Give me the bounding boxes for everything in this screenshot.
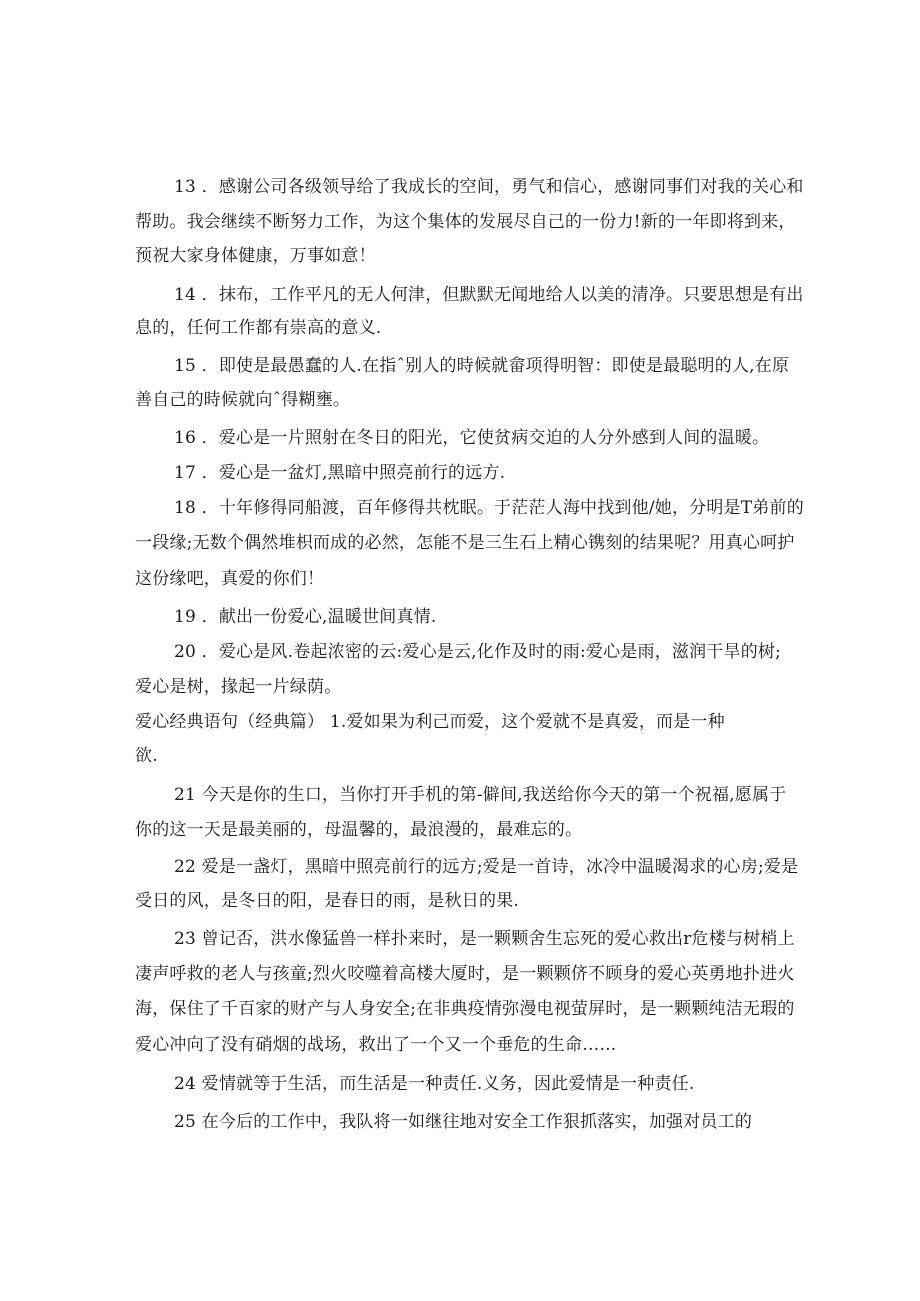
item-22-line-1: 22 爱是一盏灯，黑暗中照亮前行的远方;爱是一首诗，冰冷中温暖渴求的心房;爱是 <box>174 857 799 877</box>
item-15-line-2: 善自己的時候就向ˆ得糊壅。 <box>135 390 351 410</box>
item-18-line-2: 一段缘;无数个偶然堆枳而成的必然，怎能不是三生石上精心镌刻的结果呢？用真心呵护 <box>135 533 795 553</box>
item-21-line-1: 21 今天是你的生口，当你打开手机的第-僻间,我送给你今天的第一个祝福,愿属于 <box>174 785 787 805</box>
item-23-line-1: 23 曾记否，洪水像猛兽一样扑来时，是一颗颗舍生忘死的爱心救出r危楼与树梢上 <box>174 929 795 949</box>
item-15-line-1: 15 ．即使是最愚蠢的人.在指ˆ别人的時候就畲项得明智：即使是最聪明的人,在原 <box>174 356 790 376</box>
item-14-line-1: 14 ．抹布，工作平凡的无人何津，但默默无闻地给人以美的清净。只要思想是有出 <box>174 285 804 305</box>
item-23-line-2: 凄声呼救的老人与孩童;烈火咬噬着高楼大厦时，是一颗颗侪不顾身的爱心英勇地扑进火 <box>135 964 795 984</box>
item-23-line-3: 海，保住了千百家的财产与人身安全;在非典疫情弥漫电视萤屏时，是一颗颗纯洁无瑕的 <box>135 999 795 1019</box>
item-20-line-1: 20 ．爱心是风.卷起浓密的云:爱心是云,化作及时的雨:爱心是雨，滋润干旱的树; <box>174 642 782 662</box>
item-13-line-3: 预祝大家身体健康，万事如意！ <box>135 246 376 266</box>
item-23-line-4: 爱心冲向了没有硝烟的战场，救出了一个又一个垂危的生命…… <box>135 1035 617 1055</box>
item-13-line-1: 13 ．感谢公司各级领导给了我成长的空间，勇气和信心，感谢同事们对我的关心和 <box>174 177 804 197</box>
item-19-line-1: 19 ．献出一份爱心,温暖世间真情. <box>174 607 437 627</box>
item-22-line-2: 受日的风，是冬日的阳，是春日的雨，是秋日的果. <box>135 891 520 911</box>
section-heading-line-2: 欲. <box>135 746 158 766</box>
item-17-line-1: 17 ．爱心是一盆灯,黑暗中照亮前行的远方. <box>174 463 506 483</box>
item-18-line-1: 18 ．十年修得同船渡，百年修得共枕眠。于茫茫人海中找到他/她，分明是T弟前的 <box>174 498 804 518</box>
item-24-line-1: 24 爱情就等于生活，而生活是一种责任.义务，因此爱情是一种责任. <box>174 1074 695 1094</box>
section-heading-line-1: 爱心经典语句（经典篇） 1.爱如果为利己而爱，这个爱就不是真爱，而是一种 <box>135 712 725 732</box>
item-13-line-2: 帮助。我会继续不断努力工作，为这个集体的发展尽自己的一份力!新的一年即将到来， <box>135 212 796 232</box>
item-21-line-2: 你的这一天是最美丽的，母温馨的，最浪漫的，最难忘的。 <box>135 820 583 840</box>
item-18-line-3: 这份缘吧，真爱的你们！ <box>135 569 325 589</box>
item-16-line-1: 16 ．爱心是一片照射在冬日的阳光，它使贫病交迫的人分外感到人间的温暖。 <box>174 428 770 448</box>
item-25-line-1: 25 在今后的工作中，我队将一如继往地对安全工作狠抓落实，加强对员工的 <box>174 1112 753 1132</box>
item-14-line-2: 息的，任何工作都有崇高的意义. <box>135 318 382 338</box>
item-20-line-2: 爱心是树，掾起一片绿荫。 <box>135 677 342 697</box>
